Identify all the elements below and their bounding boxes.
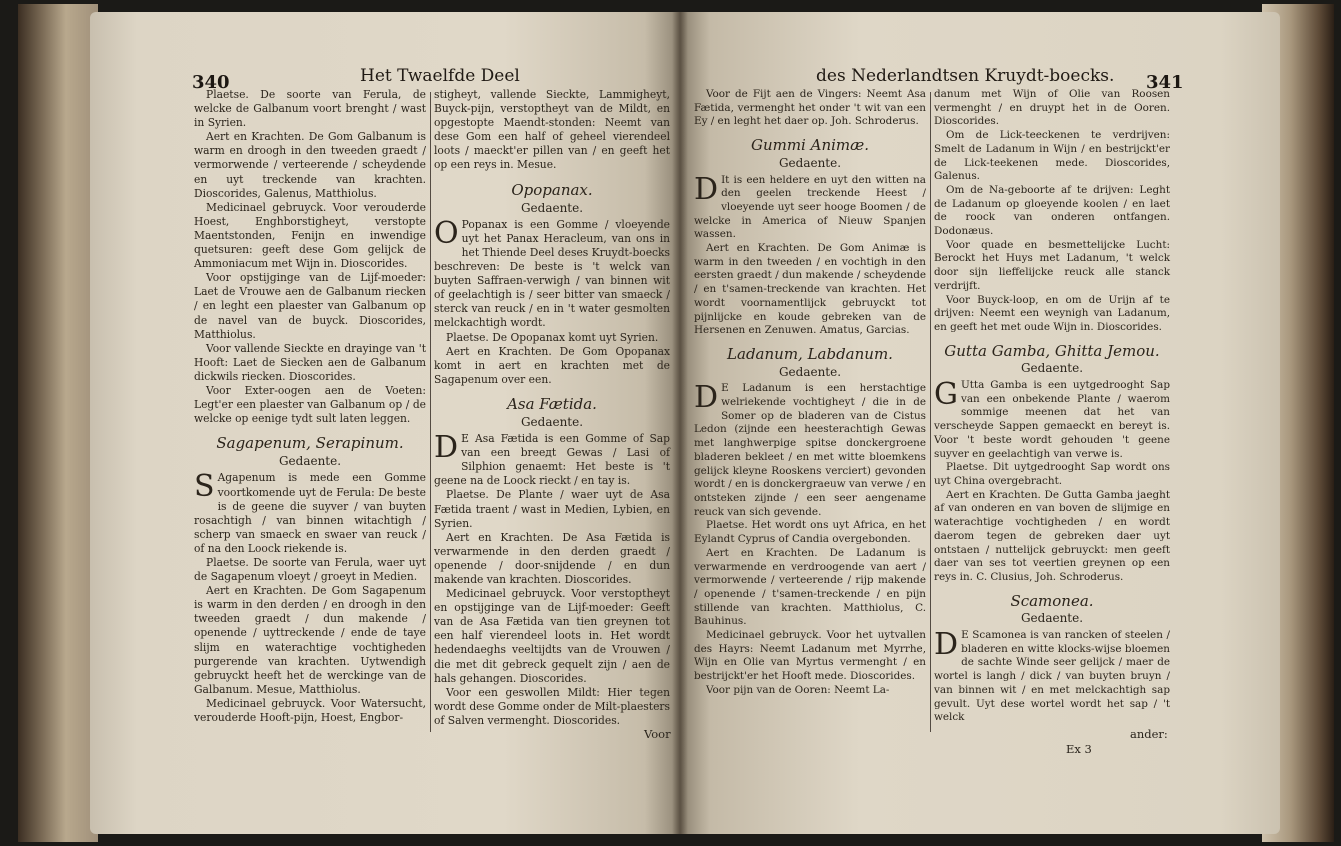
right-col1-section2-paragraphs: [694, 382, 926, 697]
right-column-1: [694, 88, 926, 698]
right-col2-top-paragraphs: [934, 88, 1170, 335]
dropcap-s: S: [194, 469, 215, 505]
right-col1-top-paragraphs: [694, 88, 926, 129]
paragraph: Voor de Fijt aen de Vingers: Neemt Asa Fætida, vermenght het onder 't wit van een Ey / en leght het daer op. Joh. Schroderus.: [694, 88, 926, 128]
dropcap-d: D: [694, 171, 719, 207]
paragraph: Medicinael gebruyck. Voor verouderde Hoest, Enghborstigheyt, verstopte Maentstonden, Fenijn en inwendige quetsuren: geeft dese Gom gelijck de Ammoniacum met Wijn in. Dioscorides.: [194, 200, 426, 271]
right-page-number: 341: [1146, 72, 1184, 93]
paragraph: Aert en Krachten. De Gom Animæ is warm in den tweeden / en vochtigh in den eersten graedt / dun makende / scheydende / en t'samen-treckende van krachten. Het wordt voornamentlijck gebruyckt tot pijnlijcke en koude gebreken van de Hersenen en Zenuwen. Amatus, Garcias.: [694, 242, 926, 337]
dropcap-g: G: [934, 377, 958, 413]
right-col1-section1-paragraphs: [694, 171, 926, 338]
left-column-2: [434, 88, 670, 728]
paragraph: Aert en Krachten. De Ladanum is verwarmende en verdroogende van aert / vermorwende / verteerende / rijp makende / openende / t'samen-treckende / en pijn stillende van krachten. Matthiolus, C. Bauhinus.: [694, 546, 926, 628]
dropcap-d: D: [934, 627, 959, 663]
paragraph: Om de Na-geboorte af te drijven: Leght de Ladanum op gloeyende koolen / en laet de roock van onderen ontfangen. Dodonæus.: [934, 183, 1170, 238]
left-col2-top-paragraphs: [434, 88, 670, 173]
paragraph: Agapenum is mede een Gomme voortkomende uyt de Ferula: De beste is de geene die suyver / van buyten rosachtigh / van binnen witachtigh / scherp van smaeck en swaer van reuck / of na den Loock riekende is.: [194, 471, 426, 555]
paragraph: Plaetse. Het wordt ons uyt Africa, en het Eylandt Cyprus of Candia overgebonden.: [694, 519, 926, 546]
right-col2-section2-paragraphs: [934, 629, 1170, 725]
paragraph: Medicinael gebruyck. Voor Watersucht, verouderde Hooft-pijn, Hoest, Engbor-: [194, 696, 426, 725]
paragraph: stigheyt, vallende Sieckte, Lammigheyt, Buyck-pijn, verstoptheyt van de Mildt, en opgestopte Maendt-stonden: Neemt van dese Gom een half of geheel vierendeel loots / maeckt'er pillen van / en geeft het op een reys in. Mesue.: [434, 88, 670, 172]
paragraph: Om de Lick-teeckenen te verdrijven: Smelt de Ladanum in Wijn / en bestrijckt'er de Lick-teekenen mede. Dioscorides, Galenus.: [934, 129, 1170, 183]
left-col2-section2-paragraphs: [434, 432, 670, 728]
paragraph: E Ladanum is een herstachtige welriekende vochtigheyt / die in de Somer op de bladeren van de Cistus Ledon (zijnde een heesterachtigh Gewas met langhwerpige spitse donckergroene bladeren bekleet / en met witte bloemkens gelijck kleyne Rooskens verciert) gevonden wordt / en is donckergraeuw van verwe / en ontsteken zijnde / een seer aengename reuck van sich gevende.: [694, 382, 926, 518]
section-title-scamonea: Scamonea.: [1010, 591, 1094, 610]
right-column-rule: [930, 92, 931, 732]
left-page-number: 340: [192, 72, 230, 93]
paragraph: Voor vallende Sieckte en drayinge van 't Hooft: Laet de Siecken aen de Galbanum dickwils riecken. Dioscorides.: [194, 341, 426, 383]
section-title-ladanum: Ladanum, Labdanum.: [727, 344, 893, 363]
paragraph: Plaetse. Dit uytgedrooght Sap wordt ons uyt China overgebracht.: [934, 461, 1170, 487]
left-col1-section2-paragraphs: [194, 471, 426, 725]
paragraph: Voor quade en besmettelijcke Lucht: Berockt het Huys met Ladanum, 't welck door sijn lieffelijcke reuck alle stanck verdrijft.: [934, 238, 1170, 292]
paragraph: Plaetse. De soorte van Ferula, waer uyt de Sagapenum vloeyt / groeyt in Medien.: [194, 556, 426, 584]
section-subtitle: Gedaente.: [1020, 611, 1084, 626]
section-title-gutta-gamba: Gutta Gamba, Ghitta Jemou.: [944, 341, 1160, 360]
dropcap-d: D: [694, 380, 719, 416]
section-subtitle: Gedaente.: [1020, 361, 1084, 376]
paragraph: Aert en Krachten. De Gom Sagapenum is warm in den derden / en droogh in den tweeden graedt / dun makende / openende / uyttreckende / ende de taye slijm en waterachtige vochtigheden purgerende van krachten. Uytwendigh gebruyckt heeft het de werckinge van de Galbanum. Mesue, Matthiolus.: [194, 584, 426, 696]
paragraph: Medicinael gebruyck. Voor verstoptheyt en opstijginge van de Lijf-moeder: Geeft van de Asa Fætida van tien greynen tot een half vierendeel loots in. Het wordt hedendaeghs veeltijdts van de Vrouwen / die met dit gebreck gequelt zijn / aen de hals gehangen. Dioscorides.: [434, 587, 670, 685]
section-title-asa-foetida: Asa Fætida.: [507, 394, 597, 413]
paragraph: Voor Exter-oogen aen de Voeten: Legt'er een plaester van Galbanum op / de welcke op eenige tydt sult laten leggen.: [194, 383, 426, 426]
paragraph: Medicinael gebruyck. Voor het uytvallen des Hayrs: Neemt Ladanum met Myrrhe, Wijn en Olie van Myrtus vermenght / en bestrijckt'er het Hooft mede. Dioscorides.: [694, 629, 926, 683]
book-edge-left: [18, 4, 98, 842]
paragraph: Plaetse. De Opopanax komt uyt Syrien.: [446, 330, 659, 344]
section-subtitle: Gedaente.: [520, 414, 584, 429]
right-column-2: [934, 88, 1170, 725]
paragraph: Utta Gamba is een uytgedrooght Sap van een onbekende Plante / waerom sommige meenen dat het van verscheyde Sappen gemaeckt en bereyt is. Voor 't beste wordt gehouden 't geene suyver en geelachtigh van verwe is.: [934, 379, 1170, 460]
paragraph: Voor opstijginge van de Lijf-moeder: Laet de Vrouwe aen de Galbanum riecken / en leght een plaester van Galbanum op de navel van de buyck. Dioscorides, Matthiolus.: [194, 271, 426, 341]
paragraph: Aert en Krachten. De Gutta Gamba jaeght af van onderen en van boven de slijmige en waterachtige vochtigheden / en wordt daerom tegen de gebreken daer uyt ontstaen / nuttelijck gebruyckt: men geeft daer van ses tot veertien greynen op een reys in. C. Clusius, Joh. Schroderus.: [934, 488, 1170, 583]
left-catchword: Voor: [644, 727, 671, 741]
dropcap-o: O: [434, 215, 459, 251]
paragraph: It is een heldere en uyt den witten na den geelen treckende Heest / vloeyende uyt seer hooge Boomen / de welcke in America of Nieuw Spanjen wassen.: [694, 173, 926, 241]
section-subtitle: Gedaente.: [778, 155, 842, 170]
section-subtitle: Gedaente.: [778, 364, 842, 379]
paragraph: danum met Wijn of Olie van Roosen vermenght / en druypt het in de Ooren. Dioscorides.: [934, 88, 1170, 128]
section-title-sagapenum: Sagapenum, Serapinum.: [216, 434, 404, 453]
paragraph: Voor een geswollen Mildt: Hier tegen wordt dese Gomme onder de Milt-plaesters of Salven vermenght. Dioscorides.: [434, 685, 670, 727]
paragraph: Plaetse. De soorte van Ferula, de welcke de Galbanum voort brenght / wast in Syrien.: [194, 88, 426, 130]
left-col1-paragraphs: [194, 88, 426, 426]
left-column-rule: [430, 92, 431, 732]
section-subtitle: Gedaente.: [278, 454, 342, 469]
paragraph: Popanax is een Gomme / vloeyende uyt het Panax Heracleum, van ons in het Thiende Deel deses Kruydt-boecks beschreven: De beste is 't welck van buyten Saffraen-verwigh / van binnen wit of geelachtigh is / seer bitter van smaeck / sterck van reuck / en in 't water gesmolten melckachtigh wordt.: [434, 217, 670, 330]
right-catchword: ander:: [1130, 727, 1168, 741]
paragraph: Aert en Krachten. De Gom Opopanax komt in aert en krachten met de Sagapenum over een.: [434, 344, 670, 386]
book-gutter: [672, 12, 688, 834]
right-running-head: des Nederlandtsen Kruydt-boecks.: [816, 66, 1115, 86]
section-subtitle: Gedaente.: [520, 200, 584, 215]
right-col2-section1-paragraphs: [934, 379, 1170, 585]
left-running-head: Het Twaelfde Deel: [360, 66, 520, 86]
paragraph: Plaetse. De Plante / waer uyt de Asa Fætida traent / wast in Medien, Lybien, en Syrien.: [434, 488, 670, 530]
paragraph: E Asa Fætida is een Gomme of Sap van een breeдt Gewas / Lasi of Silphion genaemt: Het beste is 't geene na de Loock rieckt / en tay is.: [434, 432, 670, 488]
section-title-opopanax: Opopanax.: [511, 180, 593, 199]
paragraph: E Scamonea is van rancken of steelen / bladeren en witte klocks-wijse bloemen de sachte Winde seer gelijck / maer de wortel is langh / dick / van buyten bruyn / van binnen wit / en met melckachtigh sap gevult. Uyt dese wortel wordt het sap / 't welck: [934, 629, 1170, 724]
paragraph: Aert en Krachten. De Asa Fætida is verwarmende in den derden graedt / openende / door-snijdende / en dun makende van krachten. Dioscorides.: [434, 530, 670, 586]
paragraph: Voor pijn van de Ooren: Neemt La-: [706, 683, 890, 696]
dropcap-d: D: [434, 430, 459, 466]
left-col2-section1-paragraphs: [434, 215, 670, 387]
left-column-1: [194, 88, 426, 725]
paragraph: Aert en Krachten. De Gom Galbanum is warm en droogh in den tweeden graedt / vermorwende / verteerende / scheydende en uyt treckende van krachten. Dioscorides, Galenus, Matthiolus.: [194, 130, 426, 200]
section-title-gummi-animae: Gummi Animæ.: [750, 136, 870, 155]
paragraph: Voor Buyck-loop, en om de Urijn af te drijven: Neemt een weynigh van Ladanum, en geeft het met oude Wijn in. Dioscorides.: [934, 293, 1170, 333]
signature-mark: Ex 3: [1066, 742, 1092, 756]
